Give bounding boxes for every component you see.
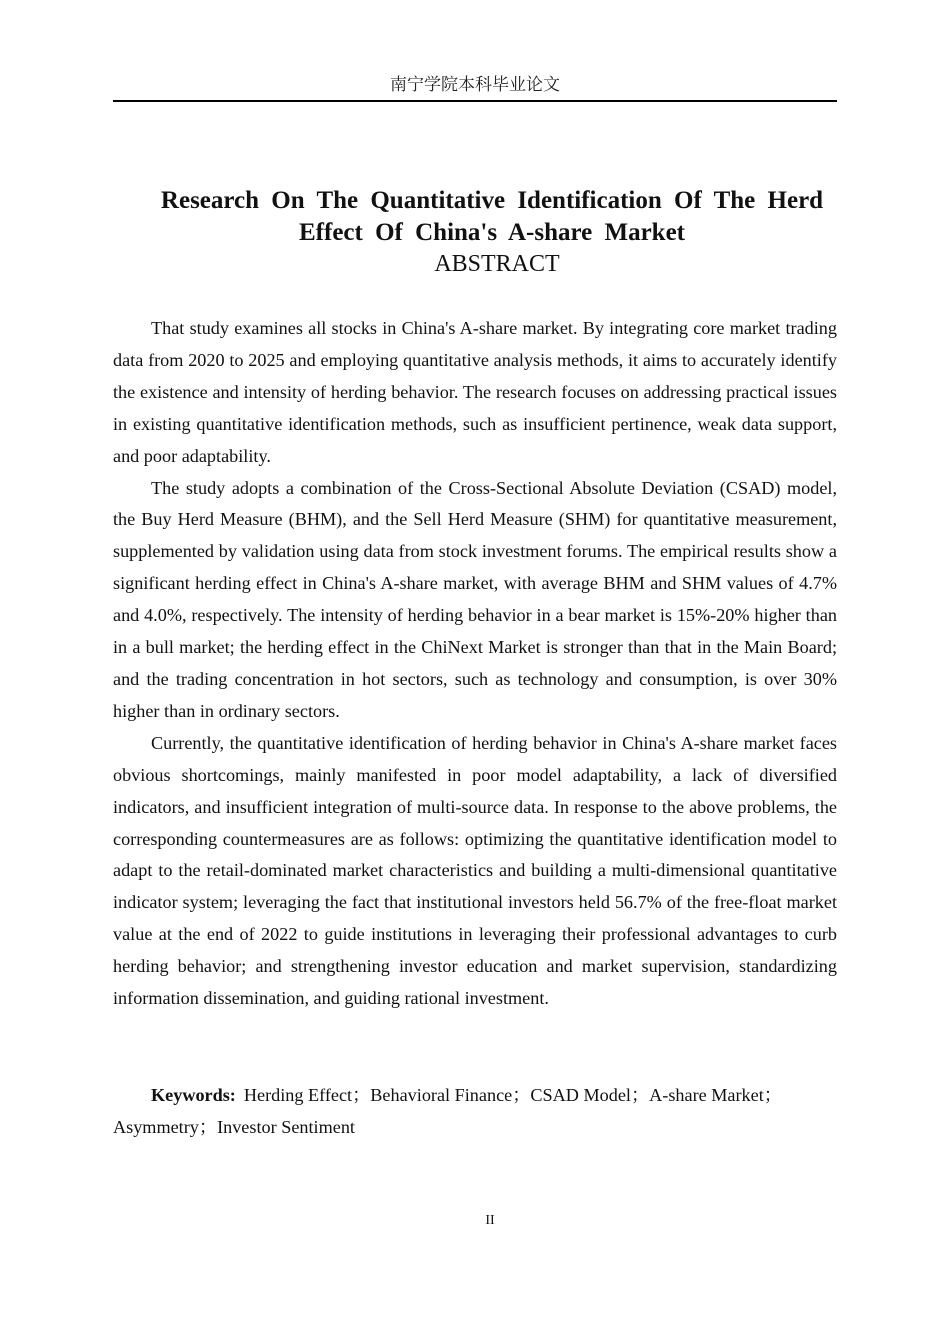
abstract-paragraph-3: Currently, the quantitative identification of herding behavior in China's A-share market faces obvious shortcomings, mainly manifested in poor model adaptability, a lack of diversified indicators, and insufficient integration of multi-source data. In response to the above problems, the corresponding countermeasures are as follows: optimizing the quantitative identification model to adapt to the retail-dominated market characteristics and building a multi-dimensional quantitative indicator system; leveraging the fact that institutional investors held 56.7% of the free-float market value at the end of 2022 to guide institutions in leveraging their professional advantages to curb herding behavior; and strengthening investor education and market supervision, standardizing information dissemination, and guiding rational investment. (113, 732, 837, 1009)
running-header: 南宁学院本科毕业论文 (390, 75, 560, 95)
page-number: II (485, 1213, 495, 1228)
paper-title (150, 185, 834, 249)
abstract-body (113, 313, 837, 1015)
abstract-paragraph-2: The study adopts a combination of the Cross-Sectional Absolute Deviation (CSAD) model, the Buy Herd Measure (BHM), and the Sell Herd Measure (SHM) for quantitative measurement, supplemented by validation using data from stock investment forums. The empirical results show a significant herding effect in China's A-share market, with average BHM and SHM values of 4.7% and 4.0%, respectively. The intensity of herding behavior in a bear market is 15%-20% higher than in a bull market; the herding effect in the ChiNext Market is stronger than that in the Main Board; and the trading concentration in hot sectors, such as technology and consumption, is over 30% higher than in ordinary sectors. (113, 477, 837, 721)
paper-title-line-1: Research On The Quantitative Identification Of The Herd (160, 187, 824, 214)
keywords-label: Keywords: (151, 1085, 236, 1105)
abstract-heading: ABSTRACT (434, 251, 560, 277)
keywords (113, 1079, 833, 1143)
header-rule (113, 100, 837, 102)
paper-title-line-2: Effect Of China's A-share Market (299, 219, 685, 246)
keywords-text: Herding Effect；Behavioral Finance；CSAD Model；A-share Market；Asymmetry；Investor Sentiment (113, 1085, 782, 1137)
abstract-paragraph-1: That study examines all stocks in China's A-share market. By integrating core market trading data from 2020 to 2025 and employing quantitative analysis methods, it aims to accurately identify the existence and intensity of herding behavior. The research focuses on addressing practical issues in existing quantitative identification methods, such as insufficient pertinence, weak data support, and poor adaptability. (113, 318, 837, 466)
